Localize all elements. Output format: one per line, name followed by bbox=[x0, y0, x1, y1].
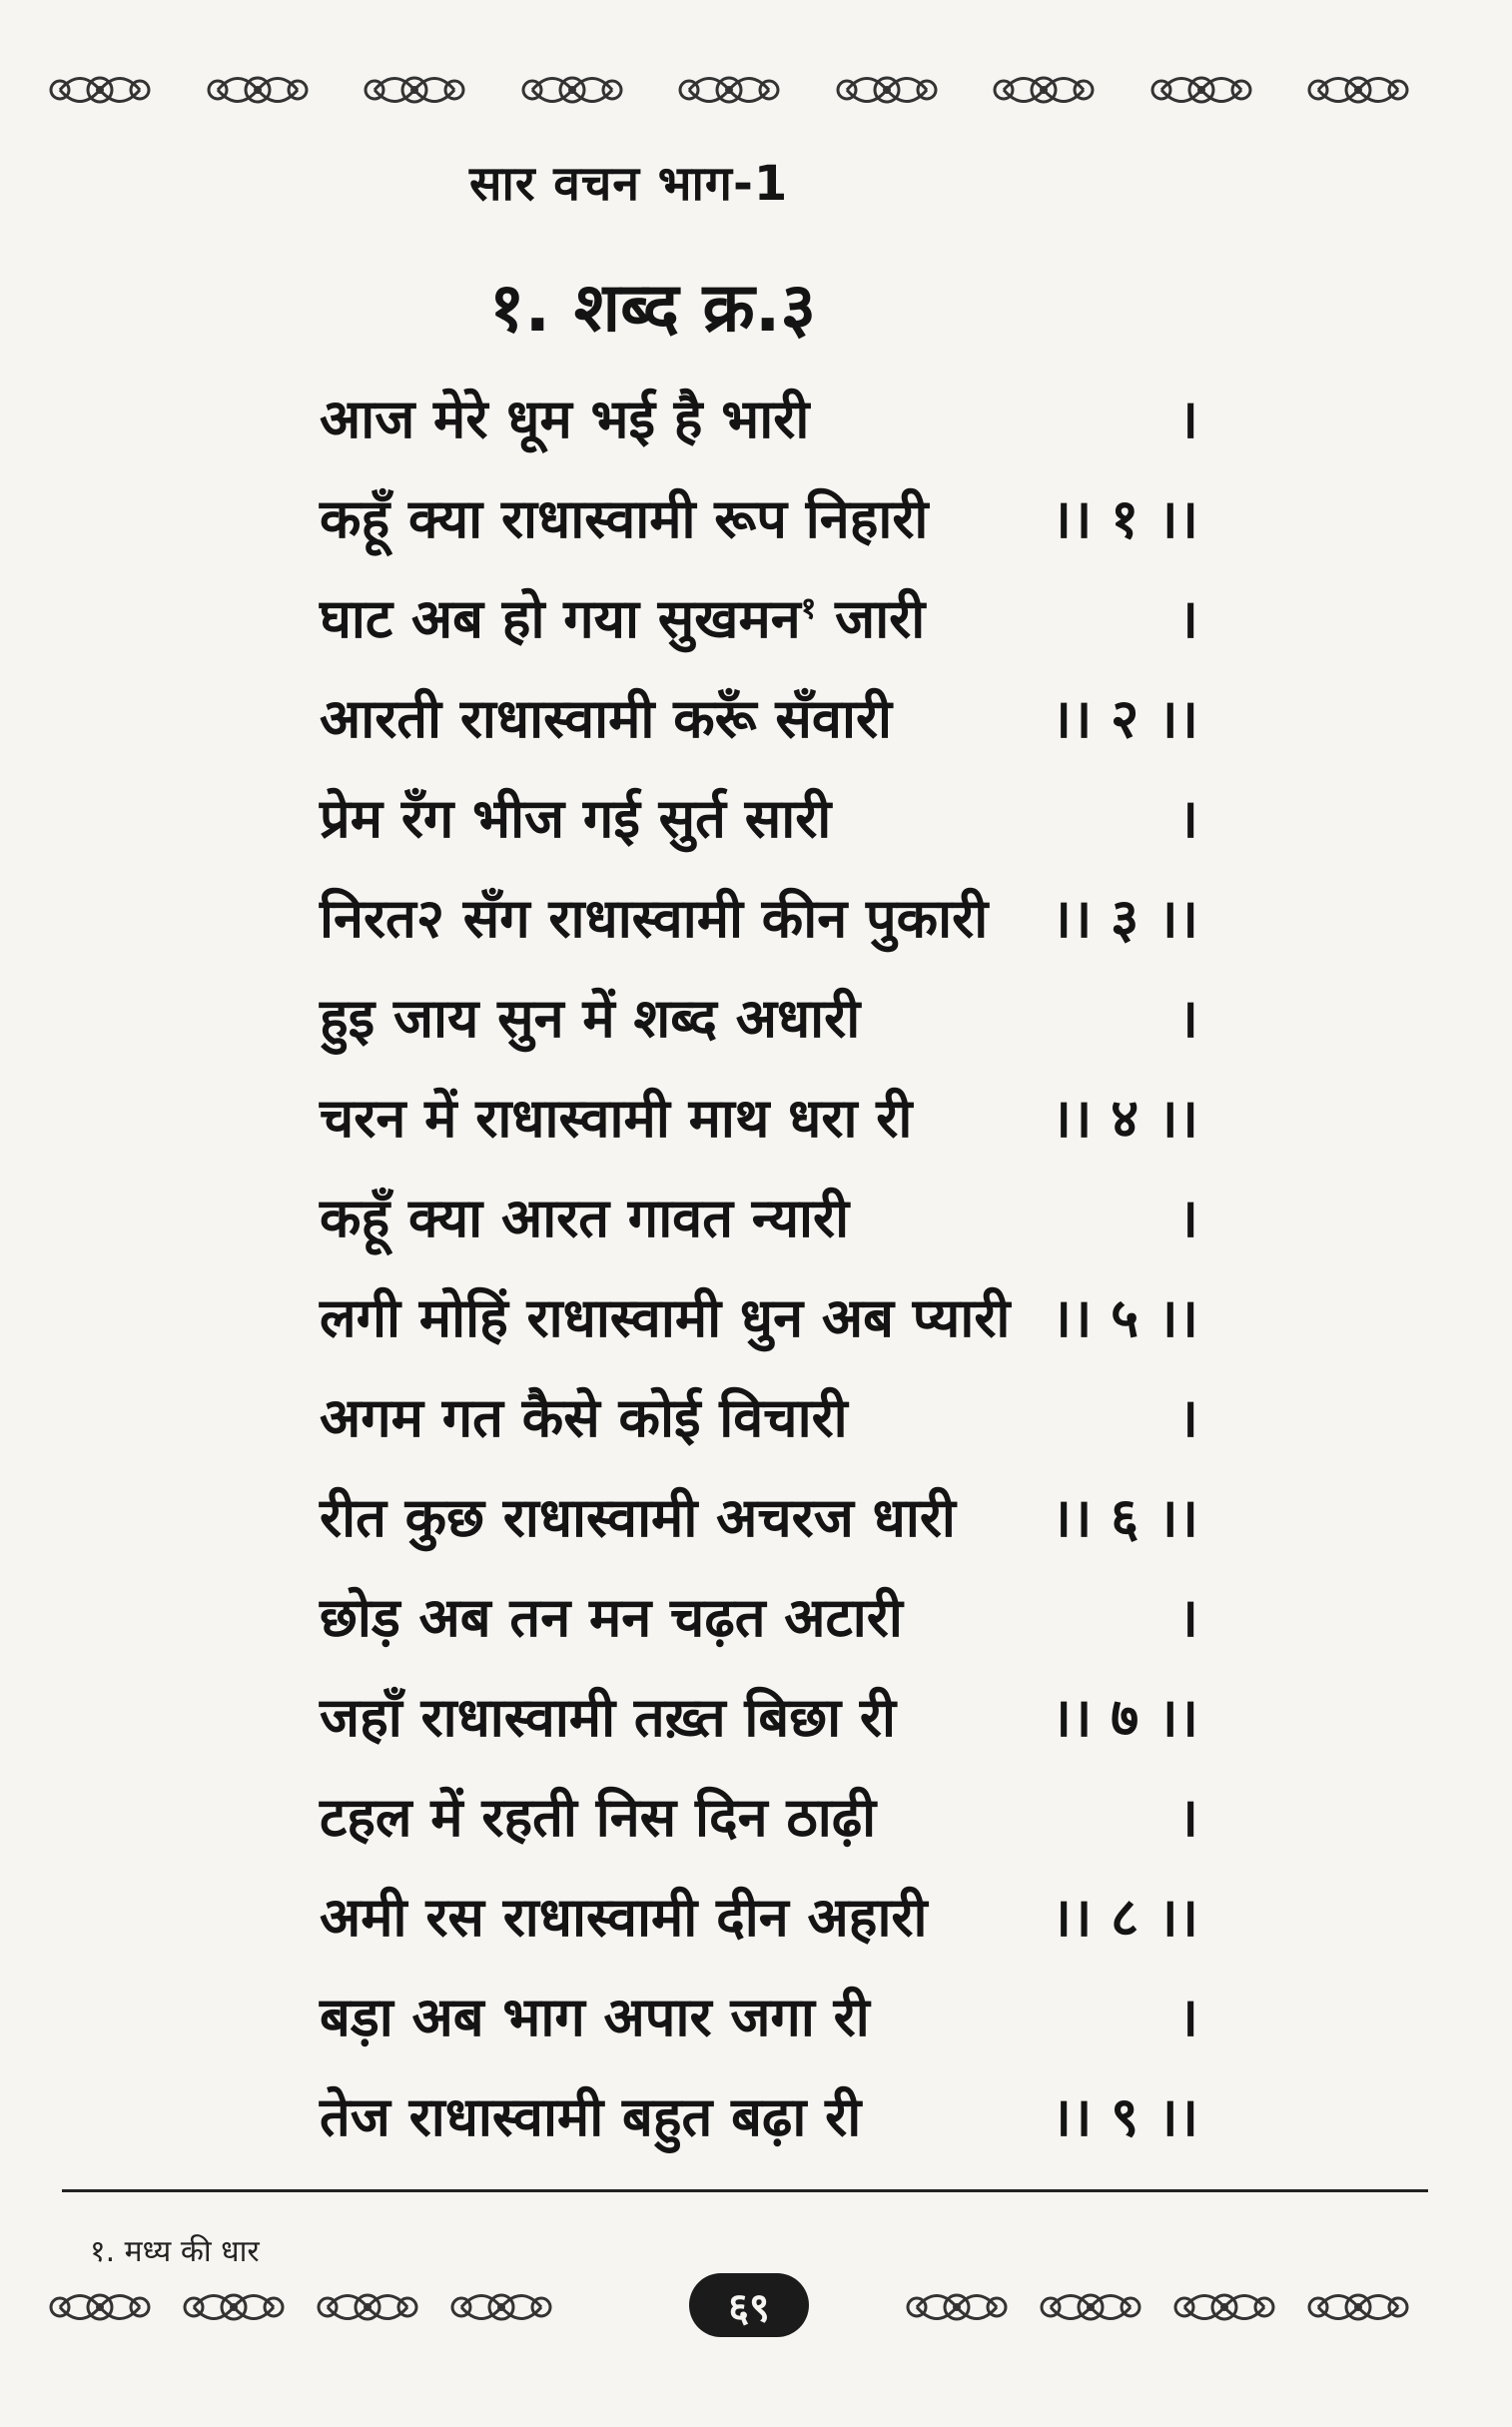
verse-text: जहाँ राधास्वामी तख़्त बिछा री bbox=[320, 1686, 896, 1749]
verse-text bbox=[320, 579, 925, 653]
book-header-title: सार वचन भाग-1 bbox=[469, 156, 789, 212]
floral-ornament-icon bbox=[40, 62, 160, 118]
floral-ornament-icon bbox=[40, 2279, 160, 2335]
verse-mark: । bbox=[1177, 1986, 1198, 2048]
verse-text: कहूँ क्या आरत गावत न्यारी bbox=[320, 1187, 850, 1249]
verse-line bbox=[320, 1278, 1198, 1352]
floral-ornament-icon bbox=[174, 2279, 294, 2335]
floral-ornament-icon bbox=[355, 62, 474, 118]
verse-mark: । bbox=[1177, 1187, 1198, 1249]
verse-line bbox=[320, 380, 1198, 453]
verse-line bbox=[320, 679, 1198, 753]
verse-text: चरन में राधास्वामी माथ धरा री bbox=[320, 1087, 913, 1150]
verse-text-part: जारी bbox=[816, 587, 926, 650]
verse-text: रीत कुछ राधास्वामी अचरज धारी bbox=[320, 1486, 956, 1549]
floral-ornament-icon bbox=[827, 62, 947, 118]
footnote-reference: १ bbox=[800, 591, 817, 626]
floral-ornament-icon bbox=[1141, 62, 1261, 118]
verse-mark: । bbox=[1177, 388, 1198, 450]
verse-mark: ।। ९ ।। bbox=[1051, 2085, 1198, 2148]
verse-line bbox=[320, 1378, 1198, 1452]
verse-mark: । bbox=[1177, 1586, 1198, 1649]
verse-mark: । bbox=[1177, 1386, 1198, 1449]
verse-text: तेज राधास्वामी बहुत बढ़ा री bbox=[320, 2085, 862, 2148]
floral-ornament-icon bbox=[669, 62, 789, 118]
verse-mark: ।। ७ ।। bbox=[1051, 1686, 1198, 1749]
verse-text: टहल में रहती निस दिन ठाढ़ी bbox=[320, 1786, 877, 1849]
verse-mark: ।। ४ ।। bbox=[1051, 1087, 1198, 1150]
floral-ornament-icon bbox=[1298, 62, 1418, 118]
floral-ornament-icon bbox=[984, 62, 1104, 118]
verse-mark: ।। ३ ।। bbox=[1051, 887, 1198, 950]
verse-mark: ।। १ ।। bbox=[1051, 487, 1198, 550]
verse-mark: ।। ५ ।। bbox=[1051, 1286, 1198, 1349]
verse-line bbox=[320, 1778, 1198, 1852]
verse-text-part: घाट अब हो गया सुखमन bbox=[320, 587, 801, 650]
verse-mark: ।। ६ ।। bbox=[1051, 1486, 1198, 1549]
floral-ornament-icon bbox=[441, 2279, 561, 2335]
floral-ornament-icon bbox=[1298, 2279, 1418, 2335]
bottom-ornament-left bbox=[40, 2279, 561, 2335]
verse-mark: । bbox=[1177, 1786, 1198, 1849]
verse-line bbox=[320, 1678, 1198, 1752]
floral-ornament-icon bbox=[897, 2279, 1017, 2335]
footnote-divider bbox=[62, 2189, 1428, 2192]
floral-ornament-icon bbox=[512, 62, 632, 118]
verse-line bbox=[320, 979, 1198, 1053]
verse-text: लगी मोहिं राधास्वामी धुन अब प्यारी bbox=[320, 1286, 1011, 1349]
floral-ornament-icon bbox=[198, 62, 318, 118]
verse-text: निरत२ सँग राधास्वामी कीन पुकारी bbox=[320, 887, 989, 950]
verse-text: प्रेम रँग भीज गई सुर्त सारी bbox=[320, 787, 832, 850]
floral-ornament-icon bbox=[1164, 2279, 1284, 2335]
verse-line bbox=[320, 2077, 1198, 2151]
page-number: ६९ bbox=[689, 2273, 809, 2337]
verse-mark: । bbox=[1177, 587, 1198, 650]
verse-line bbox=[320, 1079, 1198, 1153]
bottom-ornament-right bbox=[897, 2279, 1418, 2335]
top-ornament-border bbox=[40, 55, 1418, 125]
floral-ornament-icon bbox=[1031, 2279, 1150, 2335]
verse-line bbox=[320, 1578, 1198, 1652]
verse-mark: । bbox=[1177, 787, 1198, 850]
verse-text: छोड़ अब तन मन चढ़त अटारी bbox=[320, 1586, 903, 1649]
verse-line bbox=[320, 879, 1198, 953]
verse-text: बड़ा अब भाग अपार जगा री bbox=[320, 1986, 870, 2048]
verse-mark: । bbox=[1177, 987, 1198, 1050]
floral-ornament-icon bbox=[308, 2279, 427, 2335]
verse-text: हुइ जाय सुन में शब्द अधारी bbox=[320, 987, 861, 1050]
verse-line bbox=[320, 1878, 1198, 1952]
verse-line bbox=[320, 579, 1198, 653]
verse-mark: ।। २ ।। bbox=[1051, 687, 1198, 750]
verse-mark: ।। ८ ।। bbox=[1051, 1886, 1198, 1949]
verse-line bbox=[320, 1478, 1198, 1552]
verse-text: कहूँ क्या राधास्वामी रूप निहारी bbox=[320, 487, 929, 550]
verse-text: अमी रस राधास्वामी दीन अहारी bbox=[320, 1886, 928, 1949]
footnote-text: १. मध्य की धार bbox=[90, 2234, 260, 2269]
verse-line bbox=[320, 1978, 1198, 2051]
section-title: १. शब्द क्र.३ bbox=[489, 269, 816, 348]
verse-text: आज मेरे धूम भई है भारी bbox=[320, 388, 810, 450]
verse-line bbox=[320, 479, 1198, 553]
verse-line bbox=[320, 779, 1198, 853]
verse-text: अगम गत कैसे कोई विचारी bbox=[320, 1386, 848, 1449]
verse-text: आरती राधास्वामी करूँ सँवारी bbox=[320, 687, 893, 750]
verse-line bbox=[320, 1179, 1198, 1252]
